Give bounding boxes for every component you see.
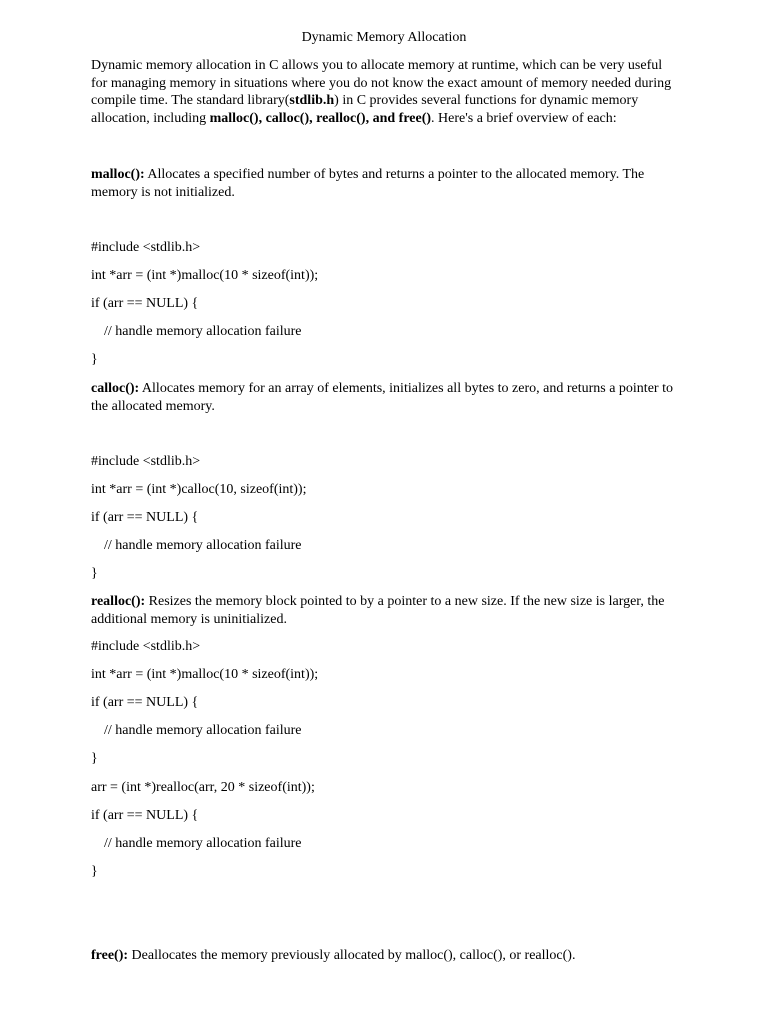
calloc-desc: Allocates memory for an array of elements, initializes all bytes to zero, and returns a pointer to the allocated memory. — [91, 381, 673, 414]
intro-text-2: ) in C provides several functions for dynamic memory allocation, including — [91, 93, 639, 126]
code-line: if (arr == NULL) { — [91, 808, 199, 823]
code-line: // handle memory allocation failure — [104, 538, 302, 553]
code-line: int *arr = (int *)malloc(10 * sizeof(int)); — [91, 268, 319, 283]
page-title: Dynamic Memory Allocation — [301, 30, 467, 45]
intro-bold-stdlib: stdlib.h — [289, 93, 335, 108]
code-line: } — [91, 566, 98, 581]
code-line: // handle memory allocation failure — [104, 723, 302, 738]
intro-paragraph — [91, 57, 681, 127]
free-paragraph — [91, 947, 681, 965]
realloc-desc: Resizes the memory block pointed to by a pointer to a new size. If the new size is larger, the additional memory is uninitialized. — [91, 594, 665, 627]
intro-text-1: Dynamic memory allocation in C allows you to allocate memory at runtime, which can be very useful for managing memory in situations where you do not know the exact amount of memory needed during compile time. The standard library( — [91, 58, 672, 108]
code-line: int *arr = (int *)malloc(10 * sizeof(int)); — [91, 667, 319, 682]
code-line: arr = (int *)realloc(arr, 20 * sizeof(int)); — [91, 780, 315, 795]
calloc-paragraph — [91, 380, 681, 415]
code-line: #include <stdlib.h> — [91, 454, 201, 469]
realloc-paragraph — [91, 593, 681, 628]
code-line: #include <stdlib.h> — [91, 639, 201, 654]
code-line: int *arr = (int *)calloc(10, sizeof(int)); — [91, 482, 307, 497]
malloc-paragraph — [91, 166, 681, 201]
malloc-desc: Allocates a specified number of bytes and returns a pointer to the allocated memory. The memory is not initialized. — [91, 167, 645, 200]
code-line: } — [91, 352, 98, 367]
code-line: #include <stdlib.h> — [91, 240, 201, 255]
intro-bold-functions: malloc(), calloc(), realloc(), and free() — [209, 110, 432, 126]
realloc-term: realloc(): — [91, 594, 146, 609]
free-term: free(): — [91, 948, 129, 963]
code-line: // handle memory allocation failure — [104, 836, 302, 851]
code-line: if (arr == NULL) { — [91, 510, 199, 525]
code-line: if (arr == NULL) { — [91, 695, 199, 710]
code-line: } — [91, 751, 98, 766]
free-desc: Deallocates the memory previously allocated by malloc(), calloc(), or realloc(). — [128, 948, 576, 963]
malloc-term: malloc(): — [91, 167, 145, 182]
code-line: // handle memory allocation failure — [104, 324, 302, 339]
code-line: } — [91, 864, 98, 879]
calloc-term: calloc(): — [91, 381, 140, 396]
intro-text-3: . Here's a brief overview of each: — [431, 110, 617, 126]
code-line: if (arr == NULL) { — [91, 296, 199, 311]
